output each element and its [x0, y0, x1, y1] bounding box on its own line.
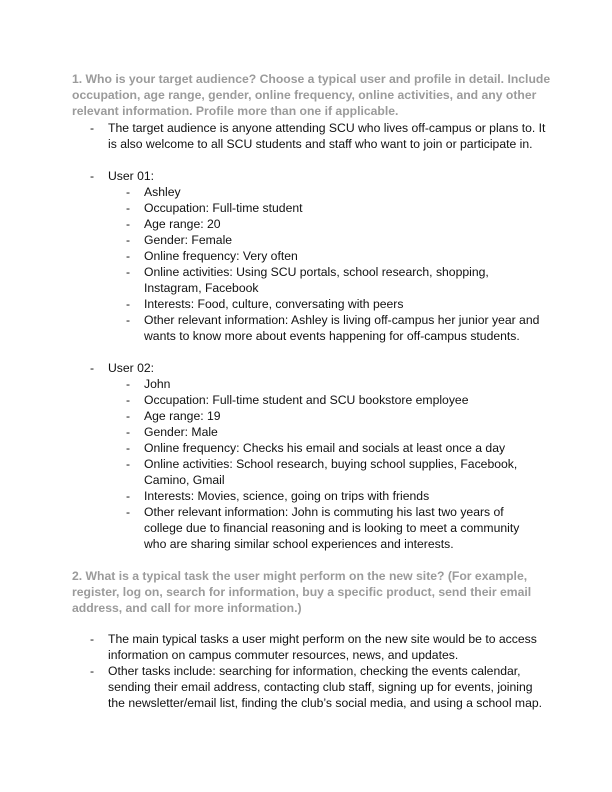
bullet-dash: -	[126, 201, 131, 215]
bullet-dash: -	[126, 249, 131, 263]
bullet-dash: -	[90, 169, 95, 183]
user-01-other-info: Other relevant information: Ashley is living off-campus her junior year and wants to know more about events happening for off-campus students.	[144, 313, 540, 343]
bullet-dash: -	[126, 297, 131, 311]
question-1-heading: 1. Who is your target audience? Choose a typical user and profile in detail. Include occupation, age range, gender, online frequency, online activities, and any other relevant information. Profile more than one if applicable.	[72, 72, 551, 118]
bullet-dash: -	[126, 265, 131, 279]
bullet-dash: -	[90, 664, 95, 678]
bullet-dash: -	[126, 393, 131, 407]
bullet-dash: -	[126, 217, 131, 231]
bullet-dash: -	[126, 185, 131, 199]
bullet-dash: -	[126, 457, 131, 471]
question-2-heading: 2. What is a typical task the user might perform on the new site? (For example, register, log on, search for information, buy a specific product, send their email address, and call for more information.)	[72, 569, 532, 615]
user-02-gender: Gender: Male	[144, 425, 218, 439]
bullet-dash: -	[126, 505, 131, 519]
bullet-dash: -	[90, 121, 95, 135]
user-01-interests: Interests: Food, culture, conversating with peers	[144, 297, 404, 311]
bullet-dash: -	[126, 233, 131, 247]
user-02-occupation: Occupation: Full-time student and SCU bookstore employee	[144, 393, 469, 407]
user-01-title: User 01:	[108, 169, 155, 183]
bullet-dash: -	[90, 632, 95, 646]
user-02-other-info: Other relevant information: John is commuting his last two years of college due to financial reasoning and is looking to meet a community who are sharing similar school experiences and interests.	[144, 505, 520, 551]
user-02-interests: Interests: Movies, science, going on trips with friends	[144, 489, 430, 503]
user-02-age-range: Age range: 19	[144, 409, 221, 423]
bullet-dash: -	[126, 489, 131, 503]
bullet-dash: -	[126, 313, 131, 327]
user-02-title: User 02:	[108, 361, 155, 375]
bullet-dash: -	[126, 425, 131, 439]
target-audience-text: The target audience is anyone attending SCU who lives off-campus or plans to. It is also welcome to all SCU students and staff who want to join or participate in.	[108, 121, 546, 151]
task-other: Other tasks include: searching for information, checking the events calendar, sending their email address, contacting club staff, signing up for events, joining the newsletter/email list, finding the club’s social media, and using a school map.	[108, 664, 543, 710]
user-02-name: John	[144, 377, 171, 391]
user-01-age-range: Age range: 20	[144, 217, 221, 231]
bullet-dash: -	[126, 441, 131, 455]
user-01-online-activities: Online activities: Using SCU portals, school research, shopping, Instagram, Facebook	[144, 265, 489, 295]
user-01-occupation: Occupation: Full-time student	[144, 201, 303, 215]
bullet-dash: -	[126, 377, 131, 391]
user-01-gender: Gender: Female	[144, 233, 233, 247]
bullet-dash: -	[90, 361, 95, 375]
user-01-name: Ashley	[144, 185, 181, 199]
bullet-dash: -	[126, 409, 131, 423]
user-02-online-activities: Online activities: School research, buying school supplies, Facebook, Camino, Gmail	[144, 457, 518, 487]
task-main: The main typical tasks a user might perform on the new site would be to access information on campus commuter resources, news, and updates.	[108, 632, 537, 662]
user-02-online-frequency: Online frequency: Checks his email and socials at least once a day	[144, 441, 506, 455]
user-01-online-frequency: Online frequency: Very often	[144, 249, 298, 263]
